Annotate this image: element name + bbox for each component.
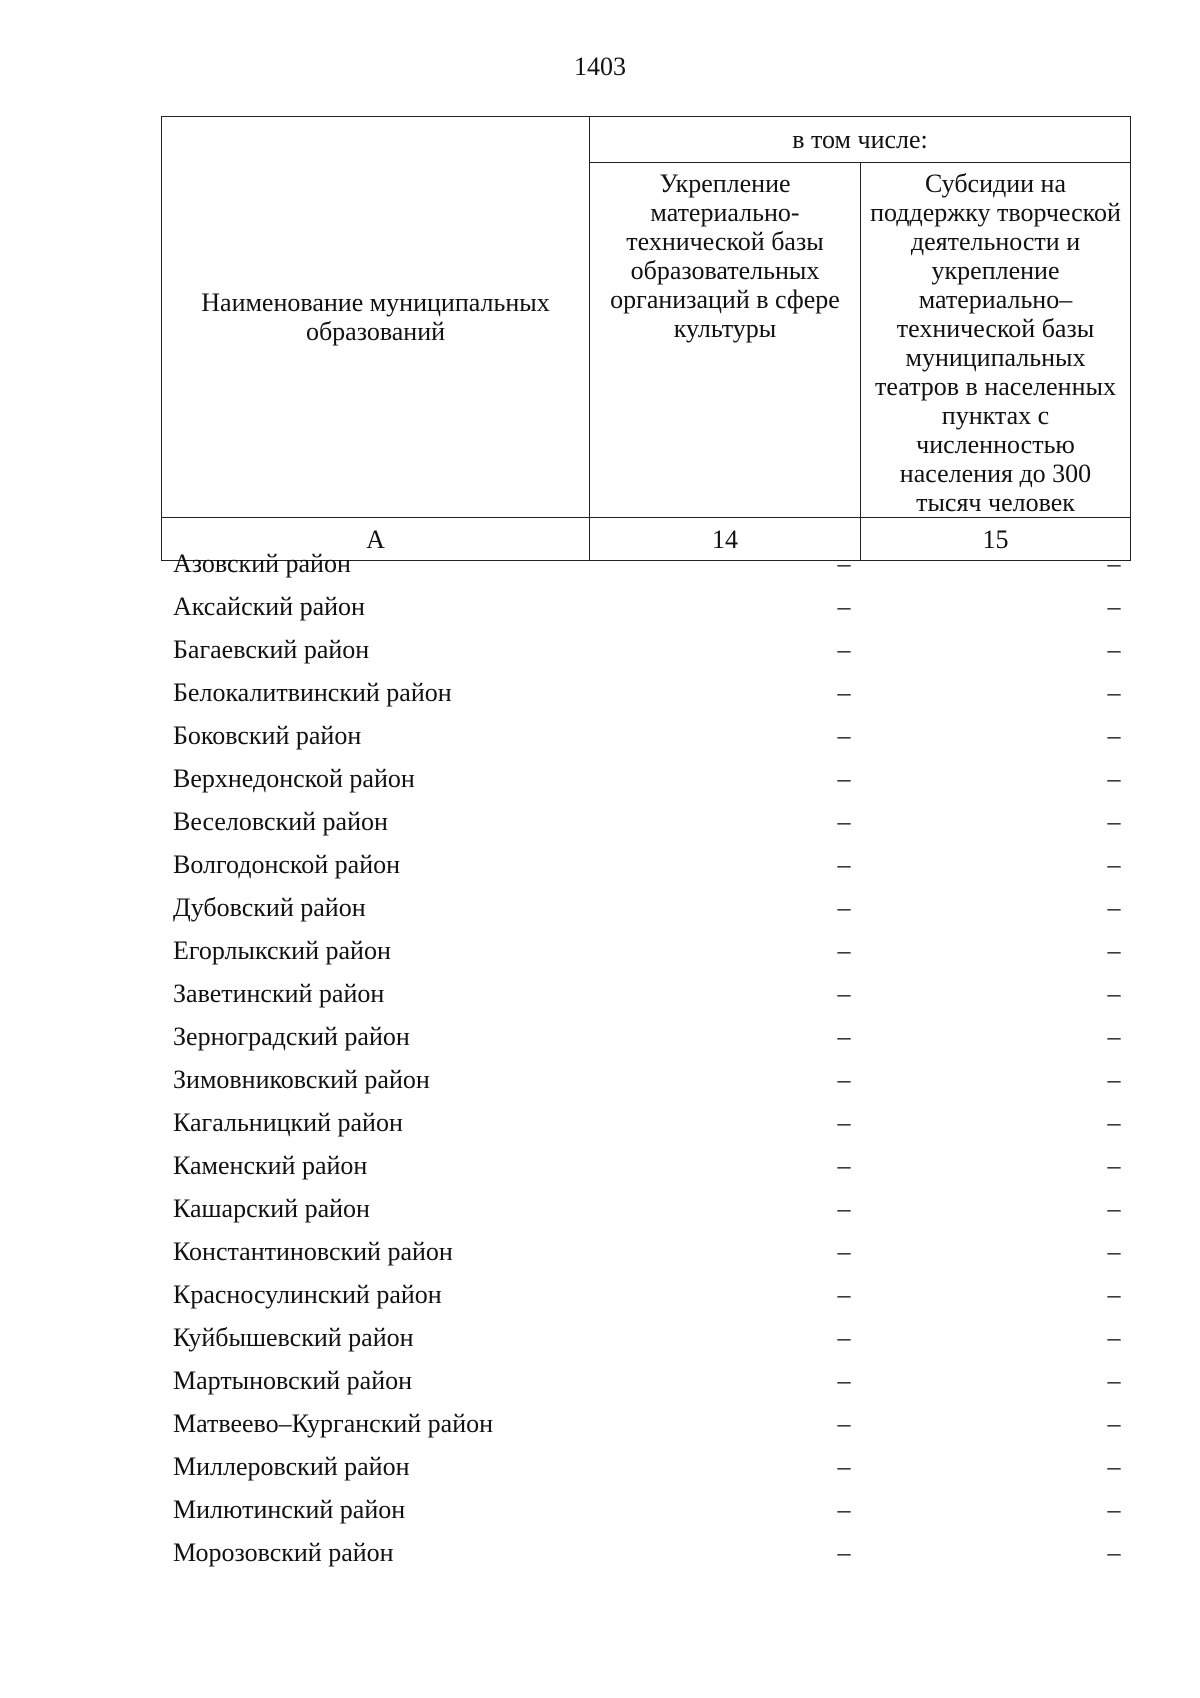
table-row [161, 1531, 1130, 1574]
row-value-15: – [1107, 1409, 1121, 1438]
row-value-15: – [1107, 893, 1121, 922]
row-name: Морозовский район [173, 1538, 394, 1567]
row-value-14: – [837, 678, 851, 707]
table-header [161, 116, 1131, 561]
table-row [161, 671, 1130, 714]
column-header-name: Наименование муниципальных образований [162, 117, 590, 518]
column-header-14: Укрепление материально-технической базы образовательных организаций в сфере культуры [590, 163, 861, 518]
table-row [161, 628, 1130, 671]
row-value-14: – [837, 549, 851, 578]
row-name: Дубовский район [173, 893, 366, 922]
column-number-15: 15 [861, 518, 1131, 561]
row-name: Веселовский район [173, 807, 388, 836]
row-value-15: – [1107, 850, 1121, 879]
row-name: Каменский район [173, 1151, 368, 1180]
table-row [161, 1359, 1130, 1402]
row-value-15: – [1107, 592, 1121, 621]
row-value-15: – [1107, 721, 1121, 750]
row-value-15: – [1107, 1151, 1121, 1180]
row-name: Егорлыкский район [173, 936, 391, 965]
row-value-15: – [1107, 549, 1121, 578]
table-row [161, 1015, 1130, 1058]
row-value-15: – [1107, 1323, 1121, 1352]
row-name: Волгодонской район [173, 850, 401, 879]
row-value-14: – [837, 635, 851, 664]
row-value-15: – [1107, 1452, 1121, 1481]
row-value-14: – [837, 1108, 851, 1137]
table-row [161, 1402, 1130, 1445]
row-value-14: – [837, 1409, 851, 1438]
row-value-15: – [1107, 807, 1121, 836]
row-value-14: – [837, 893, 851, 922]
table-row [161, 1445, 1130, 1488]
table-row [161, 1144, 1130, 1187]
row-value-15: – [1107, 635, 1121, 664]
row-name: Верхнедонской район [173, 764, 415, 793]
row-value-14: – [837, 1280, 851, 1309]
row-name: Миллеровский район [173, 1452, 410, 1481]
row-name: Боковский район [173, 721, 362, 750]
row-value-15: – [1107, 1538, 1121, 1567]
row-value-15: – [1107, 678, 1121, 707]
row-name: Аксайский район [173, 592, 365, 621]
row-value-15: – [1107, 1280, 1121, 1309]
table-row [161, 1058, 1130, 1101]
table-row [161, 886, 1130, 929]
row-value-14: – [837, 1065, 851, 1094]
row-value-14: – [837, 1538, 851, 1567]
table-row [161, 1273, 1130, 1316]
row-name: Красносулинский район [173, 1280, 442, 1309]
row-value-15: – [1107, 1237, 1121, 1266]
row-name: Белокалитвинский район [173, 678, 452, 707]
row-value-14: – [837, 1323, 851, 1352]
row-value-14: – [837, 1452, 851, 1481]
table-body [161, 542, 1130, 1574]
row-value-14: – [837, 764, 851, 793]
table-row [161, 757, 1130, 800]
row-value-14: – [837, 807, 851, 836]
row-value-14: – [837, 1495, 851, 1524]
row-value-15: – [1107, 1194, 1121, 1223]
column-group-header: в том числе: [590, 117, 1131, 163]
row-name: Константиновский район [173, 1237, 453, 1266]
row-name: Мартыновский район [173, 1366, 413, 1395]
row-value-14: – [837, 1194, 851, 1223]
row-name: Заветинский район [173, 979, 385, 1008]
row-name: Милютинский район [173, 1495, 406, 1524]
row-name: Куйбышевский район [173, 1323, 414, 1352]
column-number-14: 14 [590, 518, 861, 561]
row-value-15: – [1107, 1366, 1121, 1395]
row-value-15: – [1107, 979, 1121, 1008]
row-value-14: – [837, 592, 851, 621]
page-number: 1403 [574, 52, 626, 81]
row-name: Зерноградский район [173, 1022, 410, 1051]
row-value-14: – [837, 1366, 851, 1395]
row-value-14: – [837, 1237, 851, 1266]
row-value-15: – [1107, 1108, 1121, 1137]
row-value-14: – [837, 850, 851, 879]
row-value-14: – [837, 936, 851, 965]
row-value-15: – [1107, 936, 1121, 965]
row-value-14: – [837, 1151, 851, 1180]
row-value-15: – [1107, 764, 1121, 793]
row-value-15: – [1107, 1495, 1121, 1524]
table-row [161, 843, 1130, 886]
row-name: Кашарский район [173, 1194, 370, 1223]
row-value-15: – [1107, 1022, 1121, 1051]
row-name: Матвеево–Курганский район [173, 1409, 494, 1438]
table-row [161, 1187, 1130, 1230]
table-row [161, 972, 1130, 1015]
row-name: Азовский район [173, 549, 351, 578]
row-name: Багаевский район [173, 635, 370, 664]
row-value-14: – [837, 979, 851, 1008]
row-name: Кагальницкий район [173, 1108, 403, 1137]
table-row [161, 1230, 1130, 1273]
table-row [161, 1316, 1130, 1359]
table-row [161, 800, 1130, 843]
table-row [161, 929, 1130, 972]
column-header-15: Субсидии на поддержку творческой деятельности и укрепление материально–технической базы муниципальных театров в населенных пунктах с численностью населения до 300 тысяч человек [861, 163, 1131, 518]
table-row [161, 585, 1130, 628]
row-value-14: – [837, 721, 851, 750]
table-row [161, 542, 1130, 585]
row-value-14: – [837, 1022, 851, 1051]
table-row [161, 1488, 1130, 1531]
column-number-a: А [162, 518, 590, 561]
table-row [161, 1101, 1130, 1144]
table-row [161, 714, 1130, 757]
row-value-15: – [1107, 1065, 1121, 1094]
row-name: Зимовниковский район [173, 1065, 430, 1094]
